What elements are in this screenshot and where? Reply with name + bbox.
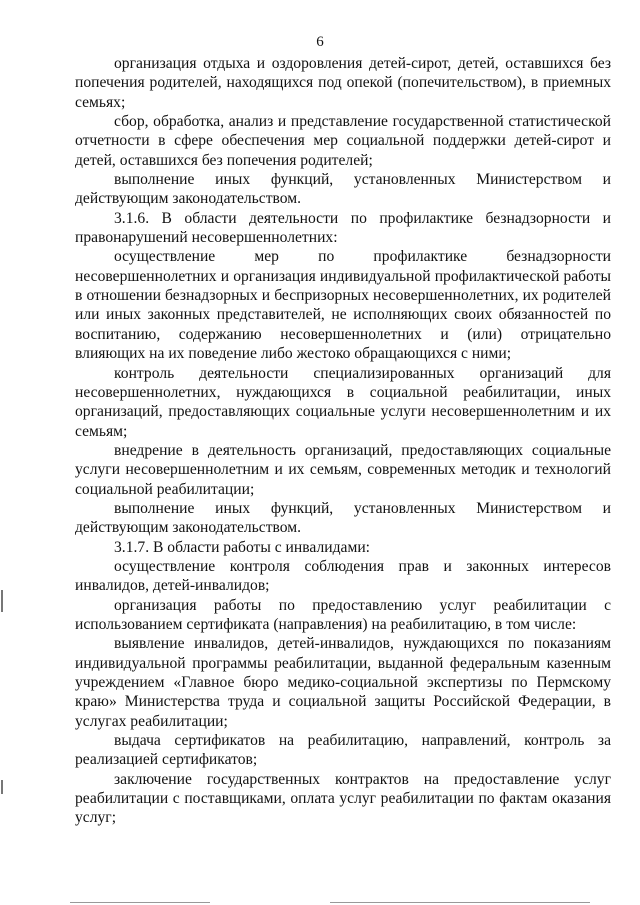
paragraph-statistics: сбор, обработка, анализ и представление государственной статистической отчетности в сфере обеспечения мер социальной поддержки детей-сирот и детей, оставшихся без попечения родителей; — [75, 113, 611, 169]
paragraph-rehab-services: организация работы по предоставлению услуг реабилитации с использованием сертификата (направления) на реабилитацию, в том числе: — [75, 596, 611, 633]
paragraph-prevention-measures: осуществление мер по профилактике безнадзорности несовершеннолетних и организация индивидуальной профилактической работы в отношении безнадзорных и беспризорных несовершеннолетних, их родителей или иных законных представителей, не исполняющих своих обязанностей по воспитанию, содержанию несовершеннолетних и (или) отрицательно влияющих на их поведение либо жестоко обращающихся с ними; — [75, 248, 611, 363]
paragraph-identification: выявление инвалидов, детей-инвалидов, нуждающихся по показаниям индивидуальной программы реабилитации, выданной федеральным казенным учреждением «Главное бюро медико-социальной экспертизы по Пермскому краю» Министерства труда и социальной защиты Российской Федерации, в услугах реабилитации; — [75, 635, 611, 730]
paragraph-orphan-rest: организация отдыха и оздоровления детей-сирот, детей, оставшихся без попечения родителей, находящихся под опекой (попечительством), в приемных семьях; — [75, 55, 611, 111]
paragraph-rights-control: осуществление контроля соблюдения прав и законных интересов инвалидов, детей-инвалидов; — [75, 557, 611, 595]
scan-bottom-edge — [70, 902, 210, 903]
scan-edge-mark — [1, 590, 3, 612]
page-number: 6 — [316, 34, 324, 50]
paragraph-other-functions-2: выполнение иных функций, установленных Министерством и действующим законодательством. — [75, 499, 611, 537]
paragraph-new-methods: внедрение в деятельность организаций, предоставляющих социальные услуги несовершеннолетним и их семьям, современных методик и технологий социальной реабилитации; — [75, 441, 611, 498]
paragraph-other-functions: выполнение иных функций, установленных Министерством и действующим законодательством. — [75, 171, 611, 208]
paragraph-certificates: выдача сертификатов на реабилитацию, направлений, контроль за реализацией сертификатов; — [75, 732, 611, 769]
section-heading-3-1-6: 3.1.6. В области деятельности по профилактике безнадзорности и правонарушений несовершеннолетних: — [75, 209, 611, 247]
paragraph-control-organizations: контроль деятельности специализированных организаций для несовершеннолетних, нуждающихся в социальной реабилитации, иных организаций, предоставляющих социальные услуги несовершеннолетним и их семьям; — [75, 364, 611, 440]
scan-edge-mark — [1, 780, 3, 794]
paragraph-contracts: заключение государственных контрактов на предоставление услуг реабилитации с поставщиками, оплата услуг реабилитации по фактам оказания услуг; — [75, 770, 611, 827]
scan-bottom-edge — [330, 902, 590, 903]
document-body — [75, 54, 611, 828]
section-heading-3-1-7: 3.1.7. В области работы с инвалидами: — [114, 538, 370, 556]
